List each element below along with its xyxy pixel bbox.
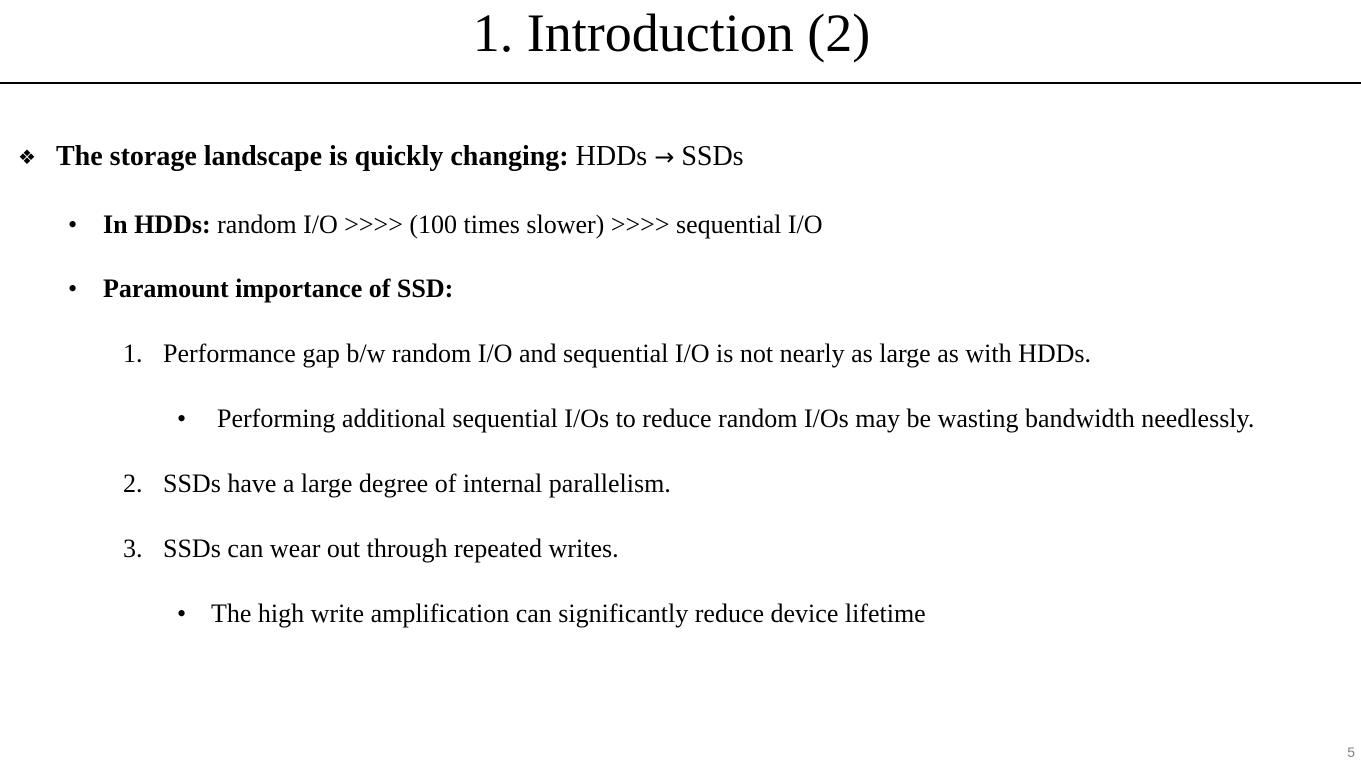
page-number: 5 [1347,744,1355,760]
title-divider [0,82,1361,84]
bullet-ssd-importance [103,273,453,305]
sub-bullet-write-amplification: The high write amplification can significantly reduce device lifetime [211,599,926,628]
sub-bullet-marker: • [177,599,187,628]
bullet-ssd-importance-label: Paramount importance of SSD: [103,274,454,303]
bullet-hdds [103,209,823,241]
sub-bullet-bandwidth: Performing additional sequential I/Os to reduce random I/Os may be wasting bandwidth needlessly. [217,404,1255,433]
slide-title: 1. Introduction (2) [472,3,871,63]
bullet-hdds-text: random I/O >>>> (100 times slower) >>>> sequential I/O [217,210,823,239]
numbered-item-3: SSDs can wear out through repeated writes. [163,534,619,563]
numbered-item-1: Performance gap b/w random I/O and sequential I/O is not nearly as large as with HDDs. [163,339,1092,368]
bullet-marker: • [68,274,78,303]
heading-hdds-text: HDDs [575,141,648,172]
numbered-marker: 2. [123,469,143,498]
numbered-marker: 3. [123,534,143,563]
sub-bullet-marker: • [177,404,187,433]
numbered-item-2: SSDs have a large degree of internal parallelism. [163,469,671,498]
diamond-bullet-icon: ❖ [18,145,36,169]
heading-ssds-text: SSDs [681,141,744,172]
bullet-marker: • [68,210,78,239]
heading-line [56,141,744,173]
right-arrow-icon: → [654,143,675,171]
heading-bold-text: The storage landscape is quickly changing: [56,141,569,172]
numbered-marker: 1. [123,339,143,368]
bullet-hdds-label: In HDDs: [103,210,211,239]
